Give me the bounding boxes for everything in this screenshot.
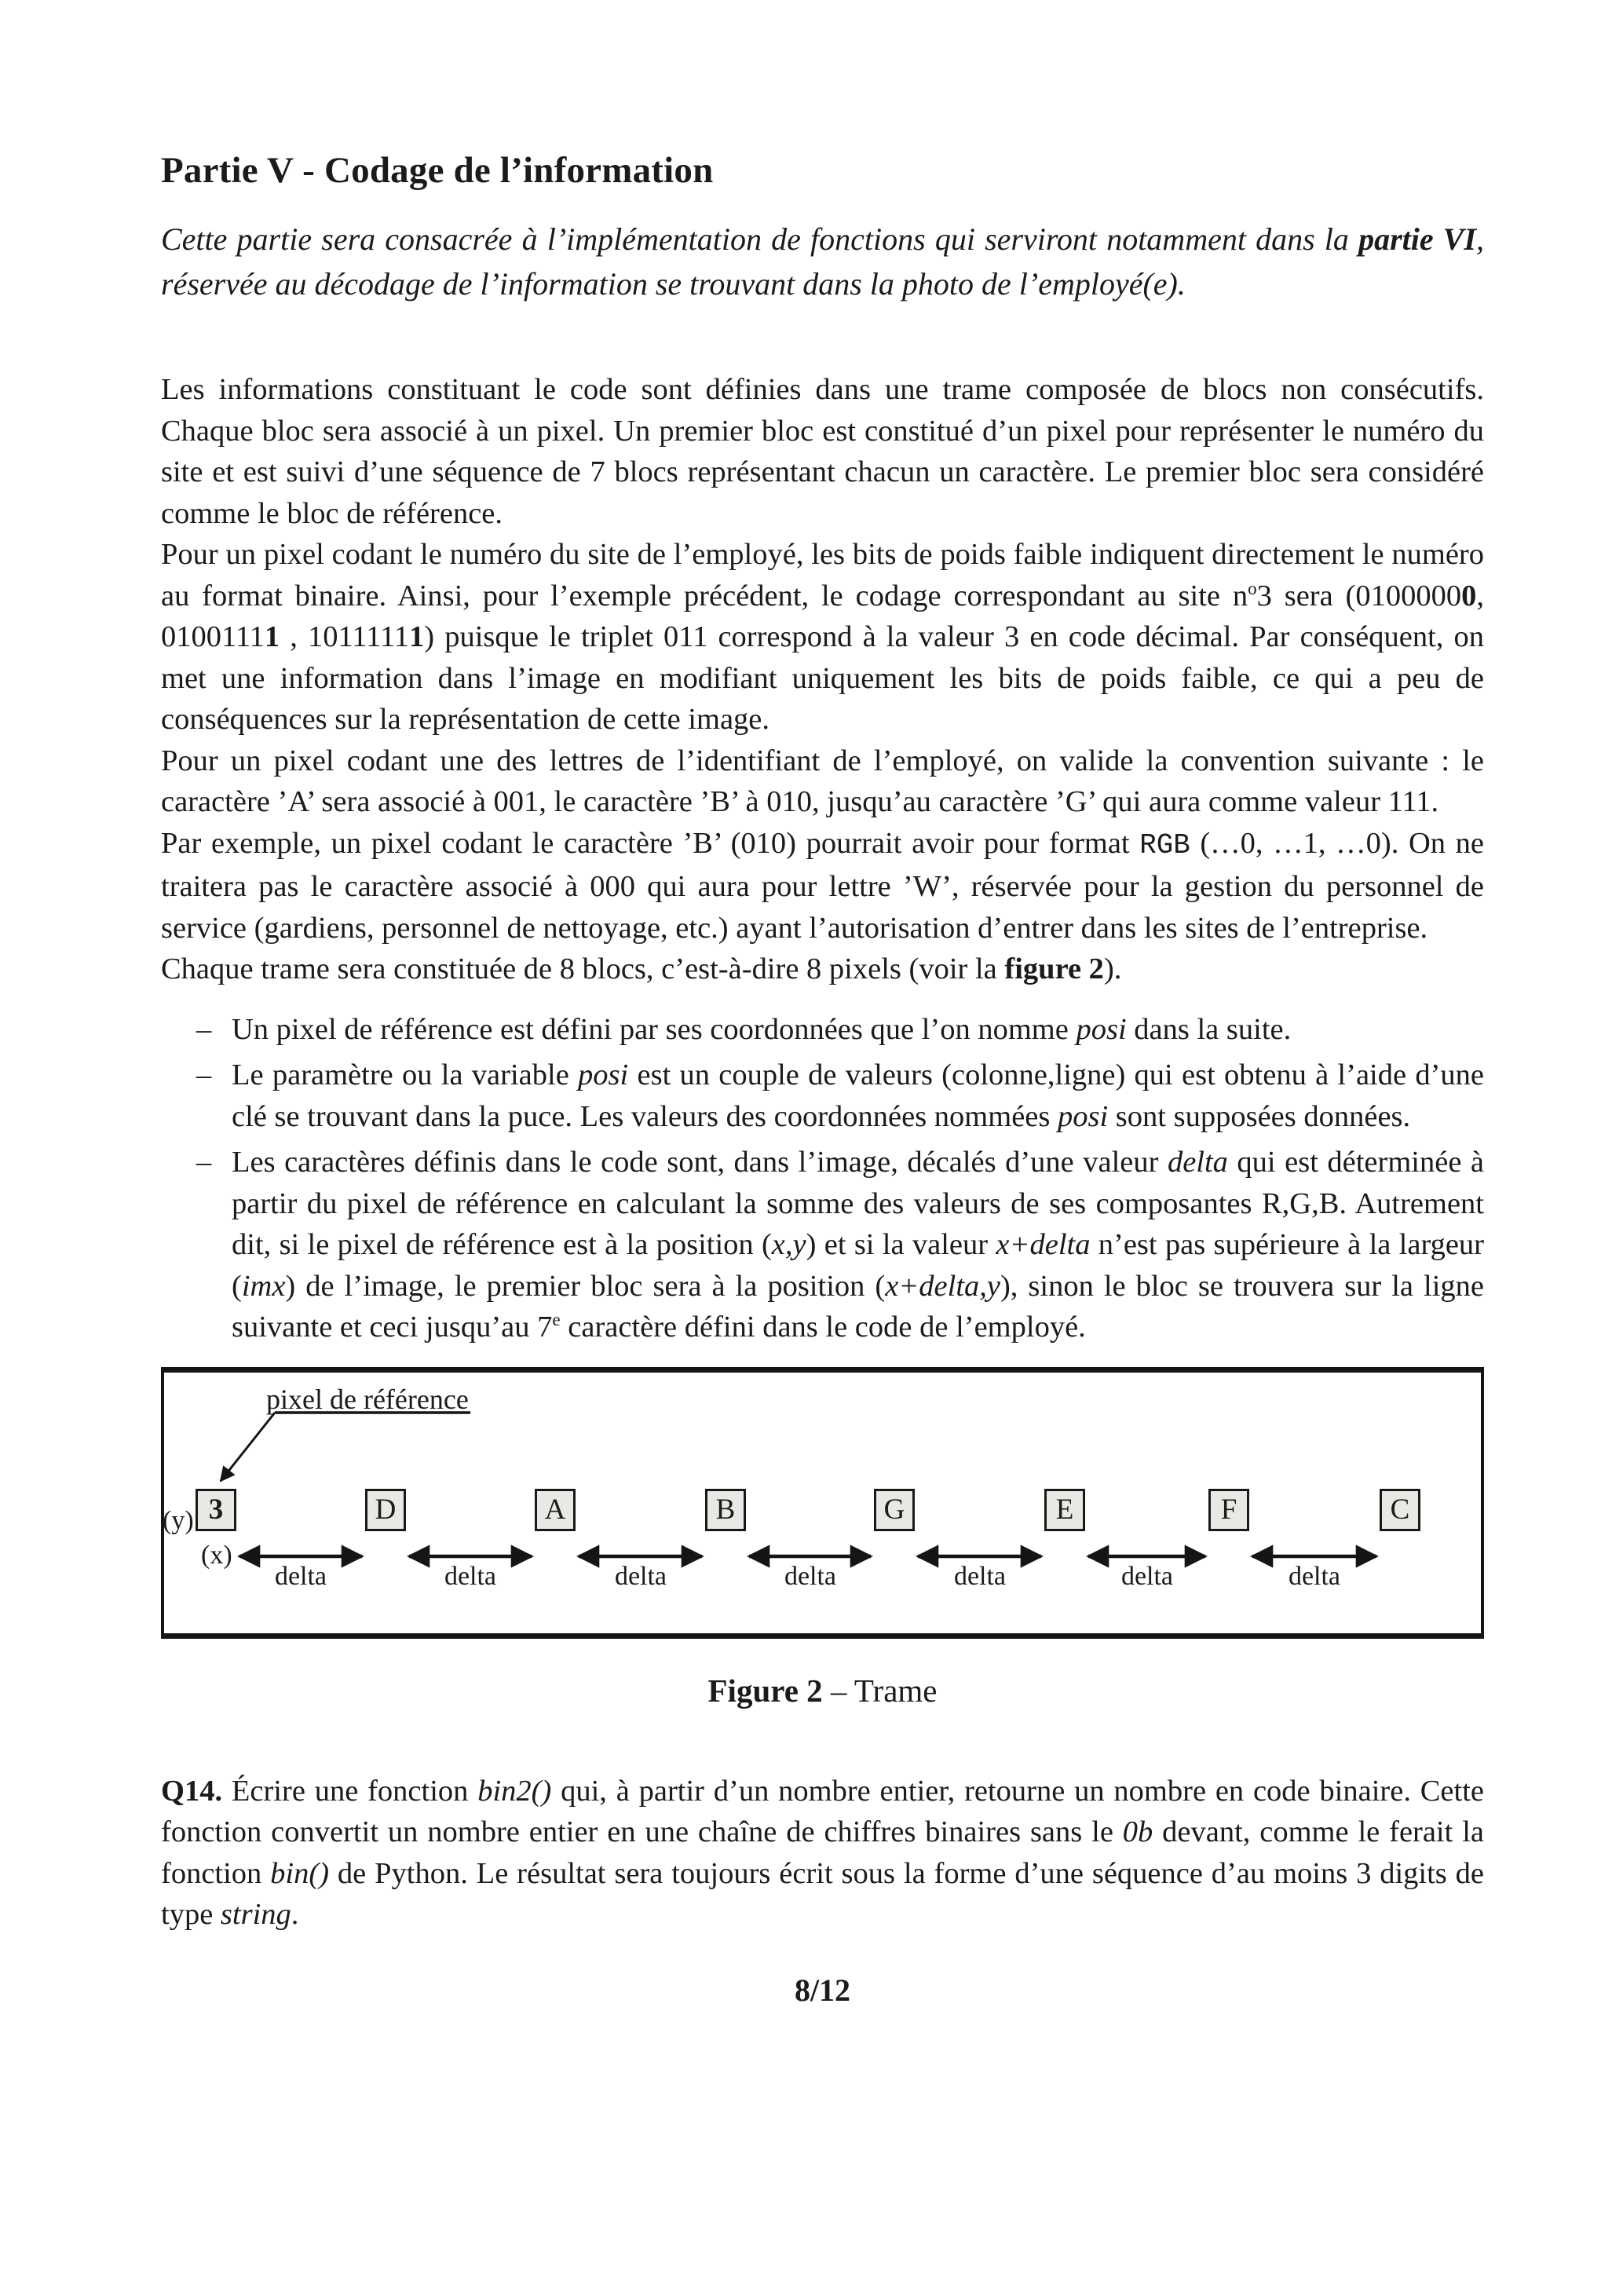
leader-arrow — [221, 1413, 470, 1481]
question-q14: Q14. Écrire une fonction bin2() qui, à partir d’un nombre entier, retourne un nombre en code binaire. Cette fonction convertit un nombre entier en une chaîne de chiffres binaires sans le 0b devant, comme le ferait la fonction bin() de Python. Le résultat sera toujours écrit sous la forme d’une séquence d’au moins 3 digits de type string. — [161, 1774, 1484, 1931]
page-number: 8/12 — [794, 1972, 851, 2008]
delta-label: delta — [1288, 1561, 1341, 1591]
bullet-item — [161, 1055, 1484, 1137]
body-text — [161, 369, 1484, 990]
trame-block-d: D — [365, 1489, 406, 1531]
bullet-marker: – — [196, 1058, 212, 1091]
body-paragraph: Pour un pixel codant une des lettres de l’identifiant de l’employé, on valide la convention suivante : le caractère ’A’ sera associé à 001, le caractère ’B’ à 010, jusqu’au caractère ’G’ qui aura comme valeur 111. — [161, 744, 1484, 818]
bullet-item — [161, 1009, 1484, 1051]
delta-label: delta — [953, 1561, 1007, 1591]
trame-block-ref: 3 — [196, 1489, 236, 1531]
reference-pixel-annotation: pixel de référence — [266, 1383, 469, 1415]
body-paragraph: Pour un pixel codant le numéro du site de l’employé, les bits de poids faible indiquent directement le numéro au format binaire. Ainsi, pour l’exemple précédent, le codage correspondant au site $n^o3$ sera (01000000, 01001111 , 10111111) puisque le triplet 011 correspond à la valeur 3 en code décimal. Par conséquent, on met une information dans l’image en modifiant uniquement les bits de poids faible, ce qui a peu de conséquences sur la représentation de cette image. — [161, 538, 1484, 736]
section-title: Partie V - Codage de l’information — [161, 150, 714, 191]
axis-y-label: (y) — [163, 1505, 194, 1535]
bullet-marker: – — [196, 1012, 212, 1046]
body-paragraph: Chaque trame sera constituée de 8 blocs, c’est-à-dire 8 pixels (voir la figure 2). — [161, 952, 1122, 985]
delta-label: delta — [784, 1561, 837, 1591]
trame-block-e: E — [1044, 1489, 1085, 1531]
delta-label: delta — [614, 1561, 667, 1591]
body-paragraph: Par exemple, un pixel codant le caractère ’B’ (010) pourrait avoir pour format RGB (…0, …1, …0). On ne traitera pas le caractère associé à 000 qui aura pour lettre ’W’, réservée pour la gestion du personnel de service (gardiens, personnel de nettoyage, etc.) ayant l’autorisation d’entrer dans les sites de l’entreprise. — [161, 826, 1484, 945]
trame-block-b: B — [705, 1489, 746, 1531]
bullet-item — [161, 1142, 1484, 1348]
delta-label: delta — [1120, 1561, 1174, 1591]
delta-label: delta — [274, 1561, 327, 1591]
figure-caption: Figure 2 – Trame — [707, 1672, 938, 1709]
body-paragraph: Les informations constituant le code sont définies dans une trame composée de blocs non consécutifs. Chaque bloc sera associé à un pixel. Un premier bloc est constitué d’un pixel pour représenter le numéro du site et est suivi d’une séquence de 7 blocs représentant chacun un caractère. Le premier bloc sera considéré comme le bloc de référence. — [161, 373, 1484, 530]
trame-block-c: C — [1380, 1489, 1420, 1531]
trame-block-g: G — [874, 1489, 915, 1531]
bullet-text: Un pixel de référence est défini par ses coordonnées que l’on nomme posi dans la suite. — [232, 1012, 1292, 1046]
bullet-text: Le paramètre ou la variable posi est un couple de valeurs (colonne,ligne) qui est obtenu à l’aide d’une clé se trouvant dans la puce. Les valeurs des coordonnées nommées posi sont supposées données. — [232, 1058, 1484, 1133]
bullet-list — [161, 1009, 1484, 1348]
trame-block-a: A — [535, 1489, 576, 1531]
axis-x-label: (x) — [201, 1540, 232, 1570]
delta-label: delta — [444, 1561, 497, 1591]
figure-2-trame — [161, 1367, 1484, 1639]
bullet-marker: – — [196, 1146, 212, 1179]
trame-block-f: F — [1208, 1489, 1249, 1531]
intro-paragraph: Cette partie sera consacrée à l’implémentation de fonctions qui serviront notamment dans la partie VI, réservée au décodage de l’information se trouvant dans la photo de l’employé(e). — [161, 221, 1484, 302]
bullet-text: Les caractères définis dans le code sont, dans l’image, décalés d’une valeur delta qui est déterminée à partir du pixel de référence en calculant la somme des valeurs de ses composantes R,G,B. Autrement dit, si le pixel de référence est à la position (x,y) et si la valeur x+delta n’est pas supérieure à la largeur (imx) de l’image, le premier bloc sera à la position (x+delta,y), sinon le bloc se trouvera sur la ligne suivante et ceci jusqu’au 7e caractère défini dans le code de l’employé. — [232, 1146, 1484, 1344]
